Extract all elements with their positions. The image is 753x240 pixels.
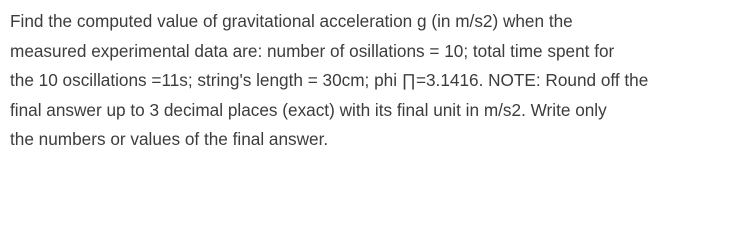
question-line: the 10 oscillations =11s; string's length = 30cm; phi ∏=3.1416. NOTE: Round off the bbox=[10, 70, 649, 90]
question-line: the numbers or values of the final answer. bbox=[10, 129, 329, 149]
question-line: Find the computed value of gravitational acceleration g (in m/s2) when the bbox=[10, 11, 573, 31]
question-line: measured experimental data are: number of osillations = 10; total time spent for bbox=[10, 40, 615, 61]
question-line: final answer up to 3 decimal places (exact) with its final unit in m/s2. Write only bbox=[10, 99, 607, 120]
question-text bbox=[10, 7, 750, 155]
